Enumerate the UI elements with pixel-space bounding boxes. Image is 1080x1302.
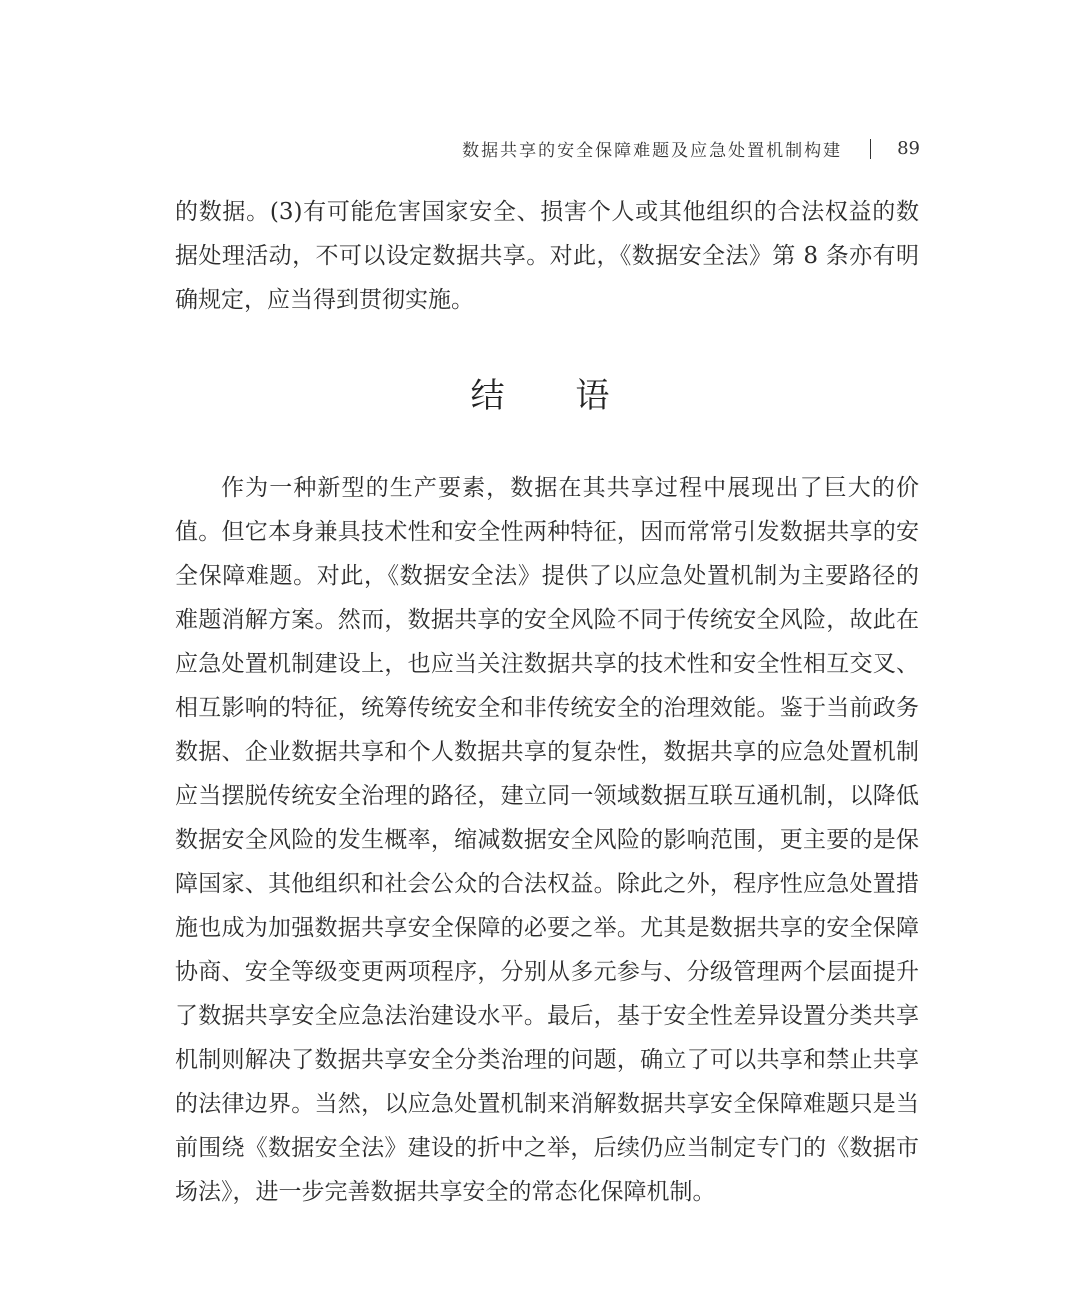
section-title: 结 语 [470,376,640,416]
continued-paragraph: 的数据。(3)有可能危害国家安全、损害个人或其他组织的合法权益的数据处理活动，不可以设定数据共享。对此，《数据安全法》第 8 条亦有明确规定，应当得到贯彻实施。 [175,199,919,313]
running-title: 数据共享的安全保障难题及应急处置机制构建 [462,141,843,161]
page-number: 89 [897,138,920,159]
conclusion-paragraph: 作为一种新型的生产要素，数据在其共享过程中展现出了巨大的价值。但它本身兼具技术性和安全性两种特征，因而常常引发数据共享的安全保障难题。对此，《数据安全法》提供了以应急处置机制为主要路径的难题消解方案。然而，数据共享的安全风险不同于传统安全风险，故此在应急处置机制建设上，也应当关注数据共享的技术性和安全性相互交叉、相互影响的特征，统筹传统安全和非传统安全的治理效能。鉴于当前政务数据、企业数据共享和个人数据共享的复杂性，数据共享的应急处置机制应当摆脱传统安全治理的路径，建立同一领域数据互联互通机制，以降低数据安全风险的发生概率，缩减数据安全风险的影响范围，更主要的是保障国家、其他组织和社会公众的合法权益。除此之外，程序性应急处置措施也成为加强数据共享安全保障的必要之举。尤其是数据共享的安全保障协商、安全等级变更两项程序，分别从多元参与、分级管理两个层面提升了数据共享安全应急法治建设水平。最后，基于安全性差异设置分类共享机制则解决了数据共享安全分类治理的问题，确立了可以共享和禁止共享的法律边界。当然，以应急处置机制来消解数据共享安全保障难题只是当前围绕《数据安全法》建设的折中之举，后续仍应当制定专门的《数据市场法》，进一步完善数据共享安全的常态化保障机制。 [175,475,919,1205]
header-separator [870,139,871,159]
running-header [462,136,920,161]
